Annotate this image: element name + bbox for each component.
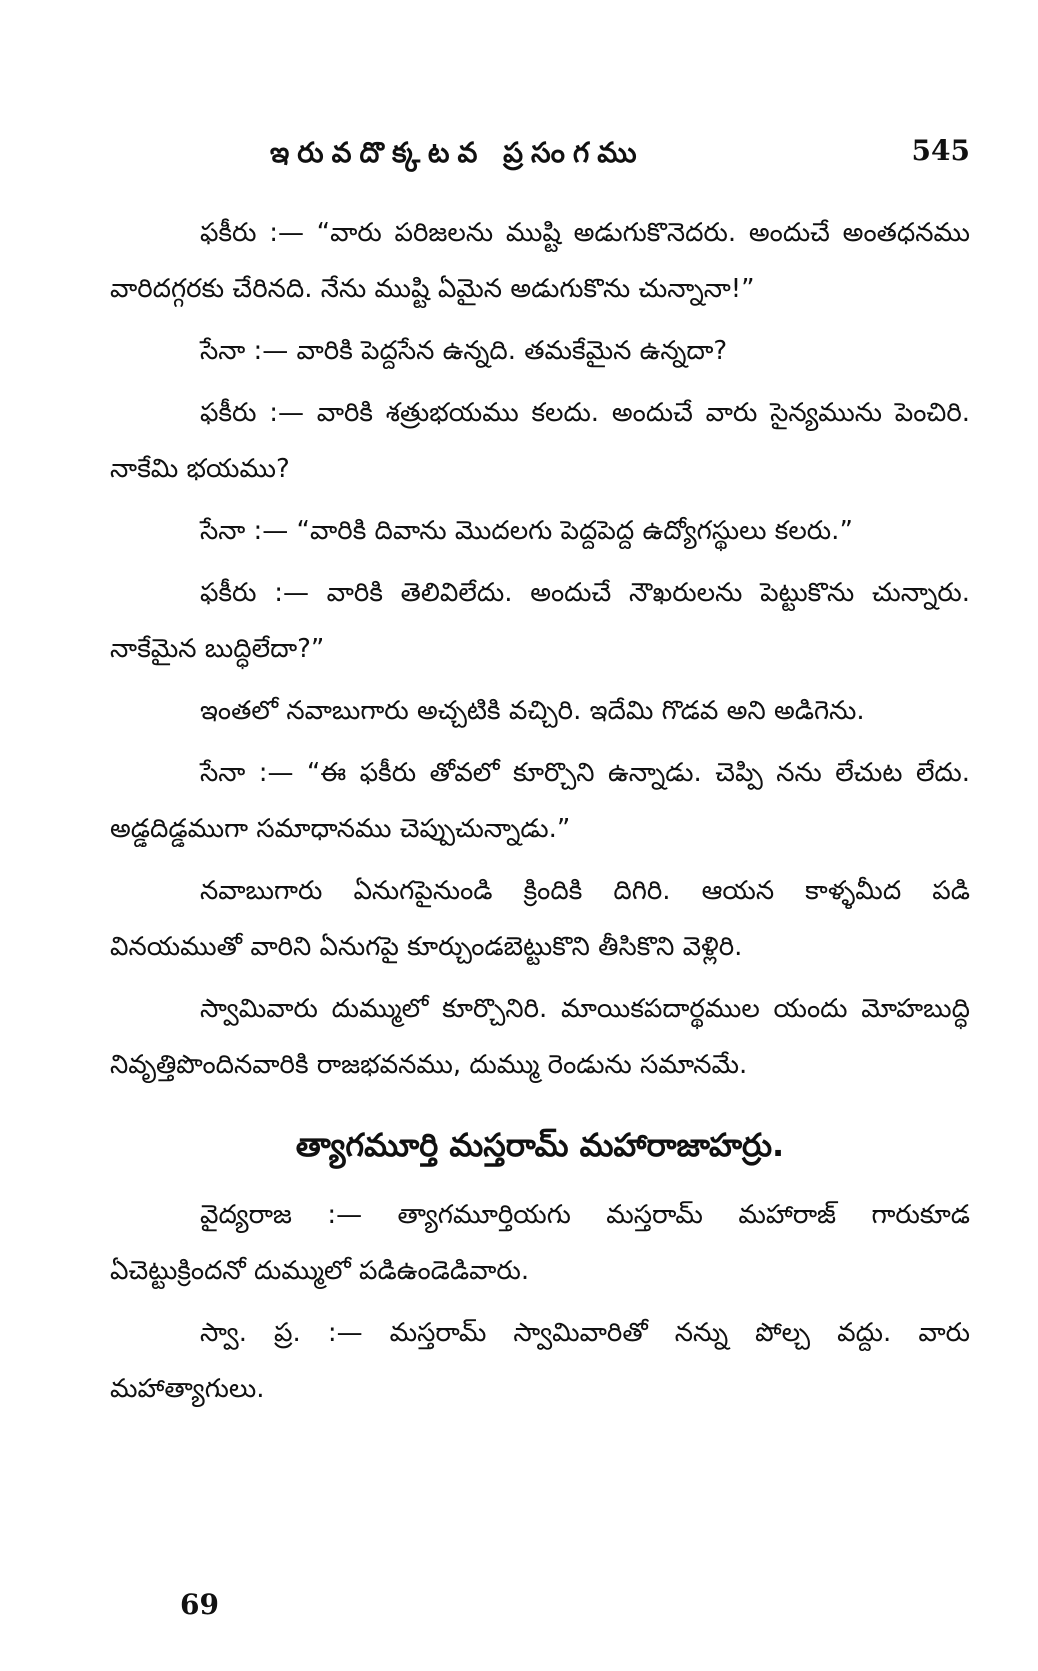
section-heading: త్యాగమూర్తి మస్తరామ్ మహారాజాహర్రు. bbox=[295, 1126, 785, 1164]
paragraph: ఫకీరు :— వారికి శత్రుభయము కలదు. అందుచే వారు సైన్యమును పెంచిరి. నాకేమి భయము? bbox=[110, 398, 970, 484]
paragraph: సేనా :— “వారికి దివాను మొదలగు పెద్దపెద్ద ఉద్యోగస్థులు కలరు.” bbox=[200, 516, 853, 546]
paragraph: ఫకీరు :— వారికి తెలివిలేదు. అందుచే నౌఖరులను పెట్టుకొను చున్నారు. నాకేమైన బుద్ధిలేదా?” bbox=[110, 578, 970, 664]
paragraph: వైద్యరాజ :— త్యాగమూర్తియగు మస్తరామ్ మహారాజ్ గారుకూడ ఏచెట్టుక్రిందనో దుమ్ములో పడిఉండెడివారు. bbox=[110, 1200, 970, 1286]
paragraph: స్వా. ప్ర. :— మస్తరామ్ స్వామివారితో నన్ను పోల్చ వద్దు. వారు మహాత్యాగులు. bbox=[110, 1318, 970, 1404]
signature-number: 69 bbox=[180, 1588, 219, 1621]
body-text bbox=[110, 205, 970, 1423]
page-number: 545 bbox=[911, 134, 970, 167]
paragraph: ఫకీరు :— “వారు పరిజలను ముష్టి అడుగుకొనెదరు. అందుచే అంతధనము వారిదగ్గరకు చేరినది. నేను ముష్టి ఏమైన అడుగుకొను చున్నానా!” bbox=[110, 218, 970, 304]
paragraph: ఇంతలో నవాబుగారు అచ్చటికి వచ్చిరి. ఇదేమి గొడవ అని అడిగెను. bbox=[200, 696, 865, 726]
paragraph: నవాబుగారు ఏనుగపైనుండి క్రిందికి దిగిరి. ఆయన కాళ్ళమీద పడి వినయముతో వారిని ఏనుగపై కూర్చుండబెట్టుకొని తీసికొని వెళ్లిరి. bbox=[110, 876, 970, 962]
paragraph: సేనా :— వారికి పెద్దసేన ఉన్నది. తమకేమైన ఉన్నదా? bbox=[200, 336, 728, 366]
page-header bbox=[110, 130, 970, 180]
paragraph: సేనా :— “ఈ ఫకీరు తోవలో కూర్చొని ఉన్నాడు. చెప్పి నను లేచుట లేదు. అడ్డదిడ్డముగా సమాధానము చెప్పుచున్నాడు.” bbox=[110, 758, 970, 844]
paragraph: స్వామివారు దుమ్ములో కూర్చొనిరి. మాయికపదార్థముల యందు మోహబుద్ధి నివృత్తిపొందినవారికి రాజభవనము, దుమ్ము రెండును సమానమే. bbox=[110, 994, 970, 1080]
running-title: ఇరువదొక్కటవ ప్రసంగము bbox=[270, 136, 645, 169]
